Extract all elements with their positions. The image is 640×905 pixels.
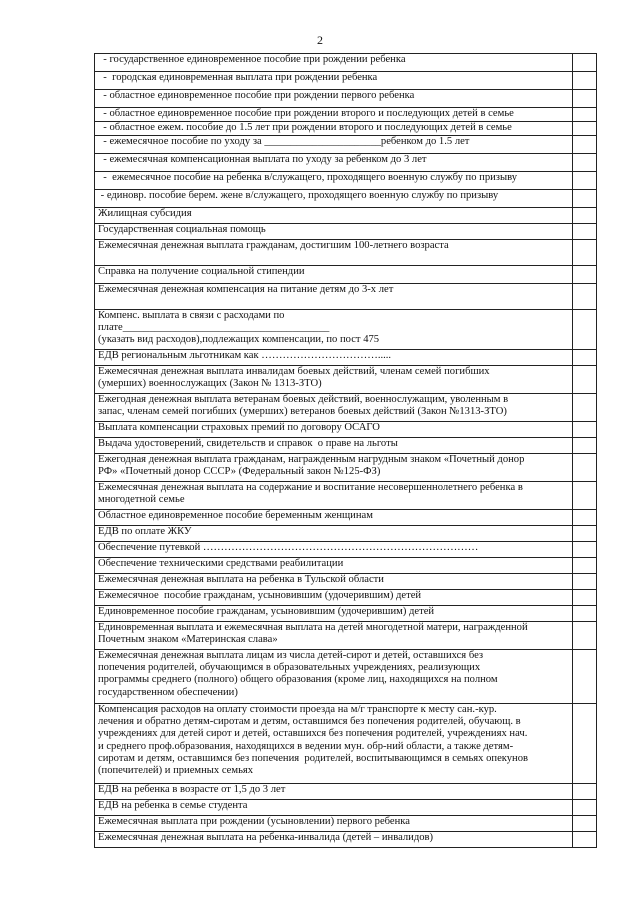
table-row bbox=[95, 558, 597, 574]
table-row bbox=[95, 90, 597, 108]
benefit-label: - государственное единовременное пособие при рождении ребенка bbox=[95, 54, 573, 72]
benefit-mark-cell[interactable] bbox=[573, 590, 597, 606]
benefits-table-body bbox=[95, 54, 597, 848]
benefit-label: Ежегодная денежная выплата ветеранам боевых действий, военнослужащим, уволенным в запас, членам семей погибших (умерших) ветеранов боевых действий (Закон №1313-ЗТО) bbox=[95, 394, 573, 422]
benefit-label: Выплата компенсации страховых премий по договору ОСАГО bbox=[95, 422, 573, 438]
benefit-mark-cell[interactable] bbox=[573, 240, 597, 266]
table-row bbox=[95, 606, 597, 622]
page-number: 2 bbox=[317, 33, 323, 47]
table-row bbox=[95, 510, 597, 526]
benefit-label: - областное единовременное пособие при рождении первого ребенка bbox=[95, 90, 573, 108]
table-row bbox=[95, 72, 597, 90]
table-row bbox=[95, 310, 597, 350]
benefit-label: Ежемесячная денежная выплата на ребенка-инвалида (детей – инвалидов) bbox=[95, 832, 573, 848]
table-row bbox=[95, 394, 597, 422]
benefit-label: Компенсация расходов на оплату стоимости проезда на м/г транспорте к месту сан.-кур. лечения и обратно детям-сиротам и детям, оставшимся без попечения родителей, обучающ. в учреждениях для детей сирот и детей, оставшихся без попечения родителей, учреждениях нач. и среднего проф.образования, находящихся в ведении мун. обр-ний области, а также детям- сиротам и детям, оставшимся без попечения родителей, воспитывающимся в семьях опекунов (попечителей) и приемных семьях bbox=[95, 704, 573, 784]
table-row bbox=[95, 208, 597, 224]
benefit-mark-cell[interactable] bbox=[573, 366, 597, 394]
benefit-label: ЕДВ региональным льготникам как ……………………………..... bbox=[95, 350, 573, 366]
benefit-mark-cell[interactable] bbox=[573, 542, 597, 558]
benefit-mark-cell[interactable] bbox=[573, 622, 597, 650]
table-row bbox=[95, 136, 597, 154]
benefit-label: Ежемесячная денежная выплата на ребенка в Тульской области bbox=[95, 574, 573, 590]
benefit-mark-cell[interactable] bbox=[573, 284, 597, 310]
benefit-mark-cell[interactable] bbox=[573, 526, 597, 542]
benefit-mark-cell[interactable] bbox=[573, 650, 597, 704]
benefit-mark-cell[interactable] bbox=[573, 454, 597, 482]
benefit-label: Ежемесячная денежная компенсация на питание детям до 3-х лет bbox=[95, 284, 573, 310]
benefit-mark-cell[interactable] bbox=[573, 54, 597, 72]
table-row bbox=[95, 482, 597, 510]
benefit-label: Обеспечение техническими средствами реабилитации bbox=[95, 558, 573, 574]
benefit-label: Ежемесячная выплата при рождении (усыновлении) первого ребенка bbox=[95, 816, 573, 832]
table-row bbox=[95, 784, 597, 800]
table-row bbox=[95, 574, 597, 590]
benefit-label: ЕДВ на ребенка в семье студента bbox=[95, 800, 573, 816]
table-row bbox=[95, 240, 597, 266]
benefit-mark-cell[interactable] bbox=[573, 350, 597, 366]
benefit-label: - областное единовременное пособие при рождении второго и последующих детей в семье bbox=[95, 108, 573, 122]
benefit-label: Справка на получение социальной стипендии bbox=[95, 266, 573, 284]
benefit-label: - единовр. пособие берем. жене в/служащего, проходящего военную службу по призыву bbox=[95, 190, 573, 208]
table-row bbox=[95, 816, 597, 832]
table-row bbox=[95, 266, 597, 284]
benefit-mark-cell[interactable] bbox=[573, 704, 597, 784]
benefit-label: - областное ежем. пособие до 1.5 лет при рождении второго и последующих детей в семье bbox=[95, 122, 573, 136]
benefit-label: ЕДВ на ребенка в возрасте от 1,5 до 3 лет bbox=[95, 784, 573, 800]
benefit-label: Ежемесячное пособие гражданам, усыновившим (удочерившим) детей bbox=[95, 590, 573, 606]
benefit-label: Областное единовременное пособие беременным женщинам bbox=[95, 510, 573, 526]
table-row bbox=[95, 832, 597, 848]
benefit-mark-cell[interactable] bbox=[573, 136, 597, 154]
benefit-label: - городская единовременная выплата при рождении ребенка bbox=[95, 72, 573, 90]
benefit-label: Ежегодная денежная выплата гражданам, награжденным нагрудным знаком «Почетный донор РФ» «Почетный донор СССР» (Федеральный закон №125-ФЗ) bbox=[95, 454, 573, 482]
benefit-mark-cell[interactable] bbox=[573, 72, 597, 90]
table-row bbox=[95, 422, 597, 438]
benefit-label: Государственная социальная помощь bbox=[95, 224, 573, 240]
benefit-label: Ежемесячная денежная выплата гражданам, достигшим 100-летнего возраста bbox=[95, 240, 573, 266]
benefit-mark-cell[interactable] bbox=[573, 422, 597, 438]
table-row bbox=[95, 704, 597, 784]
table-row bbox=[95, 366, 597, 394]
table-row bbox=[95, 350, 597, 366]
benefit-label: - ежемесячная компенсационная выплата по уходу за ребенком до 3 лет bbox=[95, 154, 573, 172]
table-row bbox=[95, 224, 597, 240]
benefits-table bbox=[94, 53, 597, 848]
table-row bbox=[95, 650, 597, 704]
benefit-label: Ежемесячная денежная выплата лицам из числа детей-сирот и детей, оставшихся без попечения родителей, обучающимся в образовательных учреждениях, реализующих программы среднего (полного) общего образования (кроме лиц, находящихся на полном государственном обеспечении) bbox=[95, 650, 573, 704]
benefit-mark-cell[interactable] bbox=[573, 310, 597, 350]
benefit-label: Единовременная выплата и ежемесячная выплата на детей многодетной матери, награжденной Почетным знаком «Материнская слава» bbox=[95, 622, 573, 650]
benefit-label: Обеспечение путевкой …………………………………………………………………… bbox=[95, 542, 573, 558]
benefit-mark-cell[interactable] bbox=[573, 224, 597, 240]
benefit-mark-cell[interactable] bbox=[573, 510, 597, 526]
benefit-mark-cell[interactable] bbox=[573, 784, 597, 800]
benefit-mark-cell[interactable] bbox=[573, 832, 597, 848]
benefit-label: Единовременное пособие гражданам, усыновившим (удочерившим) детей bbox=[95, 606, 573, 622]
table-row bbox=[95, 122, 597, 136]
benefit-mark-cell[interactable] bbox=[573, 154, 597, 172]
benefit-mark-cell[interactable] bbox=[573, 90, 597, 108]
benefit-mark-cell[interactable] bbox=[573, 122, 597, 136]
benefit-label: Ежемесячная денежная выплата инвалидам боевых действий, членам семей погибших (умерших) военнослужащих (Закон № 1313-ЗТО) bbox=[95, 366, 573, 394]
benefit-mark-cell[interactable] bbox=[573, 190, 597, 208]
table-row bbox=[95, 154, 597, 172]
table-row bbox=[95, 172, 597, 190]
benefit-label: - ежемесячное пособие по уходу за ______________________ребенком до 1.5 лет bbox=[95, 136, 573, 154]
benefit-mark-cell[interactable] bbox=[573, 482, 597, 510]
benefit-mark-cell[interactable] bbox=[573, 816, 597, 832]
table-row bbox=[95, 542, 597, 558]
benefit-label: Выдача удостоверений, свидетельств и справок о праве на льготы bbox=[95, 438, 573, 454]
benefit-mark-cell[interactable] bbox=[573, 208, 597, 224]
benefit-mark-cell[interactable] bbox=[573, 800, 597, 816]
benefit-mark-cell[interactable] bbox=[573, 394, 597, 422]
benefit-label: - ежемесячное пособие на ребенка в/служащего, проходящего военную службу по призыву bbox=[95, 172, 573, 190]
benefit-label: ЕДВ по оплате ЖКУ bbox=[95, 526, 573, 542]
table-row bbox=[95, 108, 597, 122]
benefit-mark-cell[interactable] bbox=[573, 574, 597, 590]
benefit-label: Ежемесячная денежная выплата на содержание и воспитание несовершеннолетнего ребенка в многодетной семье bbox=[95, 482, 573, 510]
benefit-label: Компенс. выплата в связи с расходами по плате_______________________________________ (указать вид расходов),подлежащих компенсации, по пост 475 bbox=[95, 310, 573, 350]
table-row bbox=[95, 590, 597, 606]
table-row bbox=[95, 526, 597, 542]
benefit-mark-cell[interactable] bbox=[573, 438, 597, 454]
benefit-mark-cell[interactable] bbox=[573, 108, 597, 122]
table-row bbox=[95, 454, 597, 482]
table-row bbox=[95, 438, 597, 454]
table-row bbox=[95, 190, 597, 208]
benefit-mark-cell[interactable] bbox=[573, 606, 597, 622]
benefit-label: Жилищная субсидия bbox=[95, 208, 573, 224]
benefit-mark-cell[interactable] bbox=[573, 266, 597, 284]
table-row bbox=[95, 622, 597, 650]
table-row bbox=[95, 800, 597, 816]
table-row bbox=[95, 54, 597, 72]
benefit-mark-cell[interactable] bbox=[573, 172, 597, 190]
benefit-mark-cell[interactable] bbox=[573, 558, 597, 574]
table-row bbox=[95, 284, 597, 310]
